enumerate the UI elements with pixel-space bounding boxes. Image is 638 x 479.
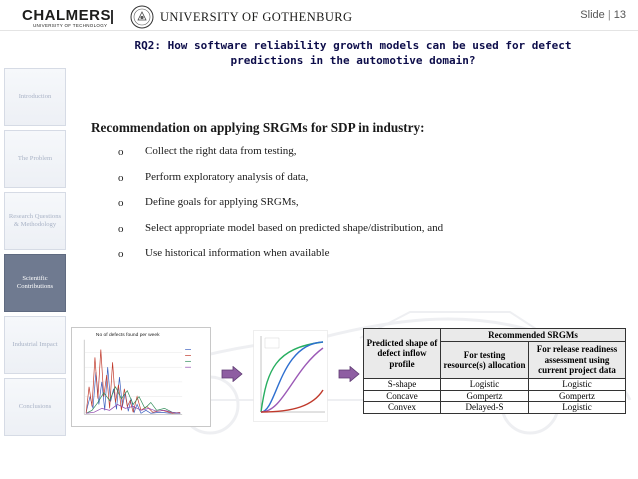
table-cell: Logistic (529, 379, 626, 391)
defect-inflow-chart-image (71, 327, 211, 427)
chalmers-logo (22, 8, 111, 29)
sidebar-item-label: Scientific Contributions (16, 275, 54, 290)
table-header-release: For release readiness assessment using current project data (529, 342, 626, 379)
sidebar-item-conclusions[interactable] (4, 378, 66, 436)
sidebar-item-label: Industrial Impact (12, 341, 58, 348)
chalmers-subtitle: UNIVERSITY OF TECHNOLOGY (33, 23, 108, 28)
sidebar-item-research-questions[interactable] (4, 192, 66, 250)
table-header-shape: Predicted shape of defect inflow profile (364, 329, 441, 379)
table-cell: Delayed-S (441, 402, 529, 414)
sidebar-item-the-problem[interactable] (4, 130, 66, 188)
chart-thumbnail-title: No of defects found per week (95, 332, 160, 338)
table-header-recommended: Recommended SRGMs (441, 329, 626, 342)
slide-title (80, 38, 626, 68)
table-cell: Gompertz (441, 390, 529, 402)
sidebar-item-label: The Problem (17, 155, 53, 162)
table-row (364, 402, 626, 414)
sidebar-item-label: Introduction (18, 93, 52, 100)
arrow-right-icon (338, 366, 360, 382)
table-cell: Concave (364, 390, 441, 402)
slide-label: Slide (580, 9, 605, 21)
table-cell: Logistic (441, 379, 529, 391)
bullet-text: Define goals for applying SRGMs, (145, 196, 299, 208)
bullet-text: Collect the right data from testing, (145, 145, 297, 157)
sidebar-item-scientific-contributions[interactable] (4, 254, 66, 312)
slide-title-line1: RQ2: How software reliability growth models can be used for defect (134, 39, 572, 52)
gu-name: UNIVERSITY OF GOTHENBURG (160, 10, 353, 24)
bullet-text: Perform exploratory analysis of data, (145, 170, 309, 183)
slide-number-indicator (580, 9, 626, 21)
bullet-marker: o (118, 146, 124, 158)
recommendation-heading: Recommendation on applying SRGMs for SDP in industry: (91, 120, 425, 135)
sidebar-item-label: Research Questions & Methodology (8, 213, 62, 228)
arrow-right-icon (221, 366, 243, 382)
table-row (364, 379, 626, 391)
slide-separator: | (607, 9, 611, 21)
bullet-text: Select appropriate model based on predicted shape/distribution, and (145, 221, 444, 234)
table-cell: Logistic (529, 402, 626, 414)
table-cell: Convex (364, 402, 441, 414)
slide-header (0, 0, 638, 40)
table-row (364, 390, 626, 402)
header-rule (0, 30, 638, 31)
table-cell: Gompertz (529, 390, 626, 402)
university-seal-icon (130, 5, 154, 29)
table-cell: S-shape (364, 379, 441, 391)
bullet-marker: o (118, 222, 124, 235)
srgm-recommendation-table (363, 328, 626, 414)
bullet-marker: o (118, 197, 124, 209)
slide-title-line2: predictions in the automotive domain? (230, 54, 476, 67)
sidebar-item-industrial-impact[interactable] (4, 316, 66, 374)
bullet-text: Use historical information when available (145, 247, 330, 259)
chalmers-name: CHALMERS (22, 7, 111, 24)
slide-number: 13 (613, 9, 626, 21)
srgm-curves-image (253, 330, 328, 422)
sidebar-item-introduction[interactable] (4, 68, 66, 126)
table-header-testing: For testing resource(s) allocation (441, 342, 529, 379)
bullet-marker: o (118, 248, 124, 260)
bullet-marker: o (118, 171, 124, 184)
header-divider (111, 10, 113, 24)
sidebar-item-label: Conclusions (18, 403, 52, 410)
